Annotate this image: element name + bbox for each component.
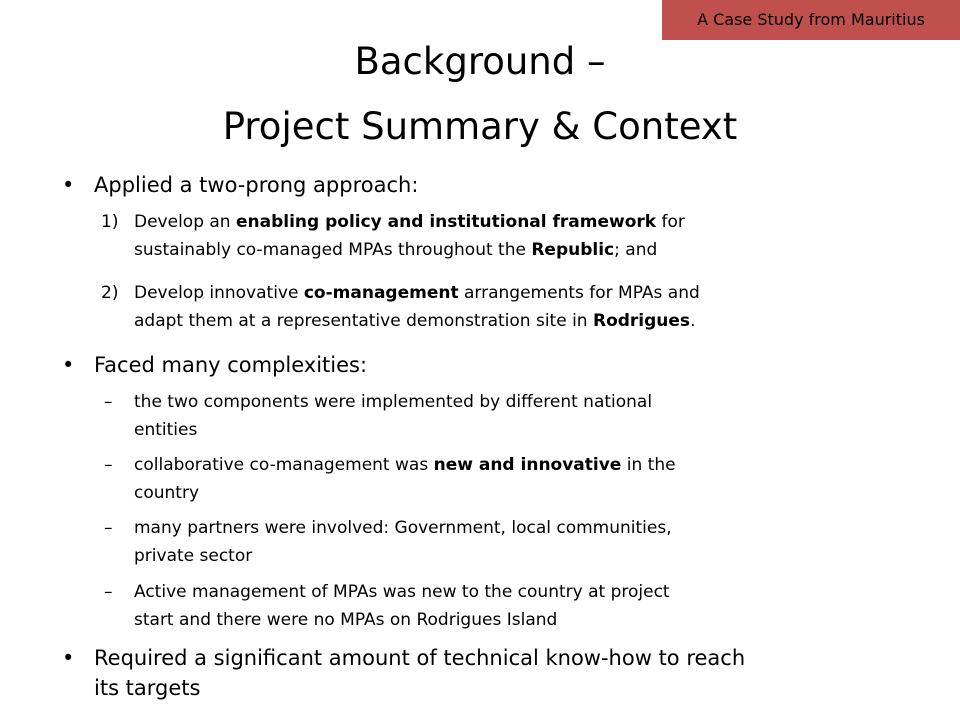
dash-marker: – xyxy=(104,518,113,538)
complexity-3-line-2: private sector xyxy=(134,546,253,566)
complexity-1-line-2: entities xyxy=(134,420,198,440)
complexity-4-line-2: start and there were no MPAs on Rodrigues Island xyxy=(134,610,558,630)
header-tag: A Case Study from Mauritius xyxy=(662,0,960,40)
bullet-dot: • xyxy=(62,353,75,377)
dash-marker: – xyxy=(104,582,113,602)
bullet-1-text: Applied a two-prong approach: xyxy=(94,173,419,197)
bullet-3-line-1: Required a significant amount of technical know-how to reach xyxy=(94,646,746,670)
bullet-2-text: Faced many complexities: xyxy=(94,353,368,377)
slide-title-line-2: Project Summary & Context xyxy=(222,105,738,148)
bullet-dot: • xyxy=(62,646,75,670)
complexity-4-line-1: Active management of MPAs was new to the country at project xyxy=(134,582,670,602)
subitem-1-line-2: sustainably co-managed MPAs throughout the Republic; and xyxy=(134,240,658,260)
complexity-2-line-2: country xyxy=(134,483,200,503)
dash-marker: – xyxy=(104,392,113,412)
subitem-2-line-2: adapt them at a representative demonstration site in Rodrigues. xyxy=(134,311,696,331)
bullet-3-line-2: its targets xyxy=(94,676,201,700)
subitem-2-line-1: Develop innovative co-management arrangements for MPAs and xyxy=(134,283,700,303)
complexity-3-line-1: many partners were involved: Government, local communities, xyxy=(134,518,672,538)
bullet-dot: • xyxy=(62,173,75,197)
subitem-1-line-1: Develop an enabling policy and institutional framework for xyxy=(134,212,685,232)
subitem-number: 1) xyxy=(101,212,119,232)
dash-marker: – xyxy=(104,455,113,475)
slide-title-line-1: Background – xyxy=(354,40,606,83)
complexity-2-line-1: collaborative co-management was new and innovative in the xyxy=(134,455,676,475)
complexity-1-line-1: the two components were implemented by different national xyxy=(134,392,653,412)
subitem-number: 2) xyxy=(101,283,119,303)
